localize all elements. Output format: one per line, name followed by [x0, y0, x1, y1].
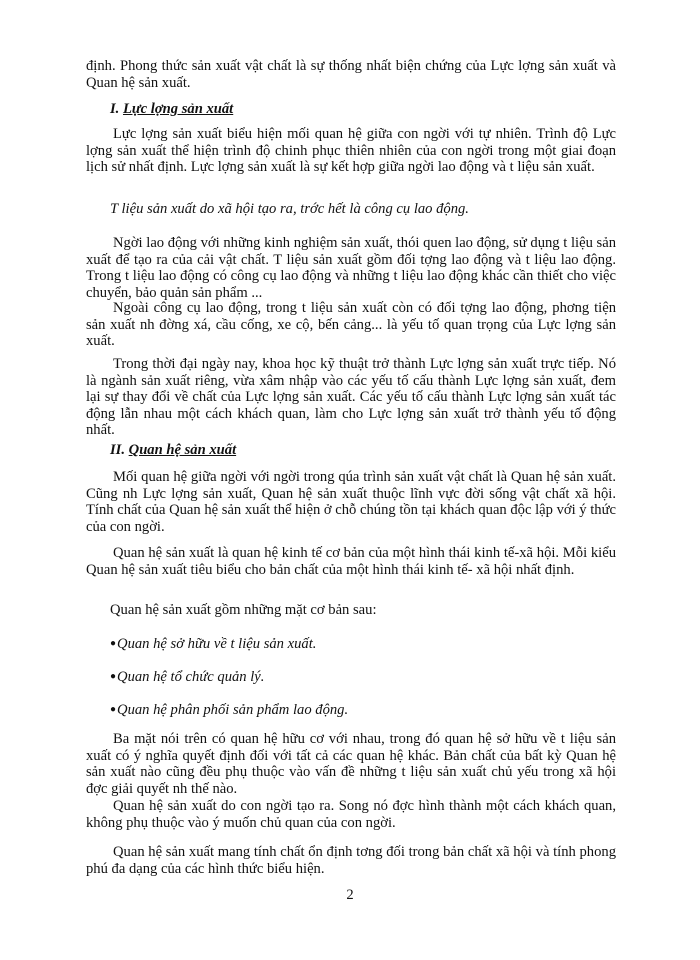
bullet-dot-icon: ● [110, 671, 117, 682]
section-title-2: Quan hệ sản xuất [128, 442, 237, 458]
bullet-text-3: Quan hệ phân phối sản phẩm lao động. [117, 702, 349, 718]
section-number-1: I. [110, 101, 123, 117]
subheading-1: T liệu sản xuất do xã hội tạo ra, trớc hết là công cụ lao động. [110, 201, 469, 217]
bullet-dot-icon: ● [110, 638, 117, 649]
section-heading-1 [110, 101, 233, 118]
paragraph-10: Quan hệ sản xuất mang tính chất ổn định tơng đối trong bản chất xã hội và tính phong phú đa dạng của các hình thức biểu hiện. [86, 844, 616, 877]
section-heading-2 [110, 442, 236, 459]
paragraph-9: Quan hệ sản xuất do con ngời tạo ra. Song nó đợc hình thành một cách khách quan, không phụ thuộc vào ý muốn chủ quan của con ngời. [86, 798, 616, 831]
bullet-item-1 [110, 636, 316, 653]
paragraph-8: Ba mặt nói trên có quan hệ hữu cơ với nhau, trong đó quan hệ sở hữu về t liệu sản xuất có ý nghĩa quyết định đối với tất cả các quan hệ khác. Bản chất của bất kỳ Quan hệ sản xuất nào cũng đều phụ thuộc vào vấn đề những t liệu sản xuất chủ yếu trong xã hội đợc giải quyết nh thế nào. [86, 731, 616, 797]
paragraph-4: Trong thời đại ngày nay, khoa học kỹ thuật trở thành Lực lợng sản xuất trực tiếp. Nó là ngành sản xuất riêng, vừa xâm nhập vào các yếu tố cấu thành Lực lợng sản xuất, đem lại sự thay đổi về chất của Lực lợng sản xuất. Các yếu tố cấu thành Lực lợng sản xuất tác động lẫn nhau một cách khách quan, làm cho Lực lợng sản xuất trở thành yếu tố động nhất. [86, 356, 616, 438]
paragraph-2: Ngời lao động với những kinh nghiệm sản xuất, thói quen lao động, sử dụng t liệu sản xuất để tạo ra của cải vật chất. T liệu sản xuất gồm đối tợng lao động và t liệu lao động. Trong t liệu lao động có công cụ lao động và những t liệu lao động khác cần thiết cho việc chuyển, bảo quản sản phẩm ... [86, 235, 616, 301]
bullet-dot-icon: ● [110, 704, 117, 715]
intro-paragraph: định. Phong thức sản xuất vật chất là sự thống nhất biện chứng của Lực lợng sản xuất và Quan hệ sản xuất. [86, 58, 616, 91]
page-number: 2 [346, 887, 354, 903]
section-number-2: II. [110, 442, 129, 458]
paragraph-1: Lực lợng sản xuất biểu hiện mối quan hệ giữa con ngời với tự nhiên. Trình độ Lực lợng sản xuất thể hiện trình độ chinh phục thiên nhiên của con ngời trong một giai đoạn lịch sử nhất định. Lực lợng sản xuất là sự kết hợp giữa ngời lao động và t liệu sản xuất. [86, 126, 616, 175]
paragraph-7: Quan hệ sản xuất gồm những mặt cơ bản sau: [110, 602, 377, 618]
section-title-1: Lực lợng sản xuất [122, 101, 234, 117]
paragraph-3: Ngoài công cụ lao động, trong t liệu sản xuất còn có đối tợng lao động, phơng tiện sản xuất nh đờng xá, cầu cống, xe cộ, bến cảng... là yếu tố quan trọng của Lực lợng sản xuất. [86, 300, 616, 349]
paragraph-5: Mối quan hệ giữa ngời với ngời trong qúa trình sản xuất vật chất là Quan hệ sản xuất. Cũng nh Lực lợng sản xuất, Quan hệ sản xuất thuộc lĩnh vực đời sống vật chất xã hội. Tính chất của Quan hệ sản xuất thể hiện ở chỗ chúng tồn tại khách quan độc lập với ý thức của con ngời. [86, 469, 616, 535]
bullet-item-3 [110, 702, 348, 719]
paragraph-6: Quan hệ sản xuất là quan hệ kinh tế cơ bản của một hình thái kinh tế-xã hội. Mỗi kiểu Quan hệ sản xuất tiêu biểu cho bản chất của một hình thái kinh tế- xã hội nhất định. [86, 545, 616, 578]
bullet-item-2 [110, 669, 264, 686]
bullet-text-1: Quan hệ sở hữu về t liệu sản xuất. [117, 636, 317, 652]
bullet-text-2: Quan hệ tổ chức quản lý. [117, 669, 265, 685]
